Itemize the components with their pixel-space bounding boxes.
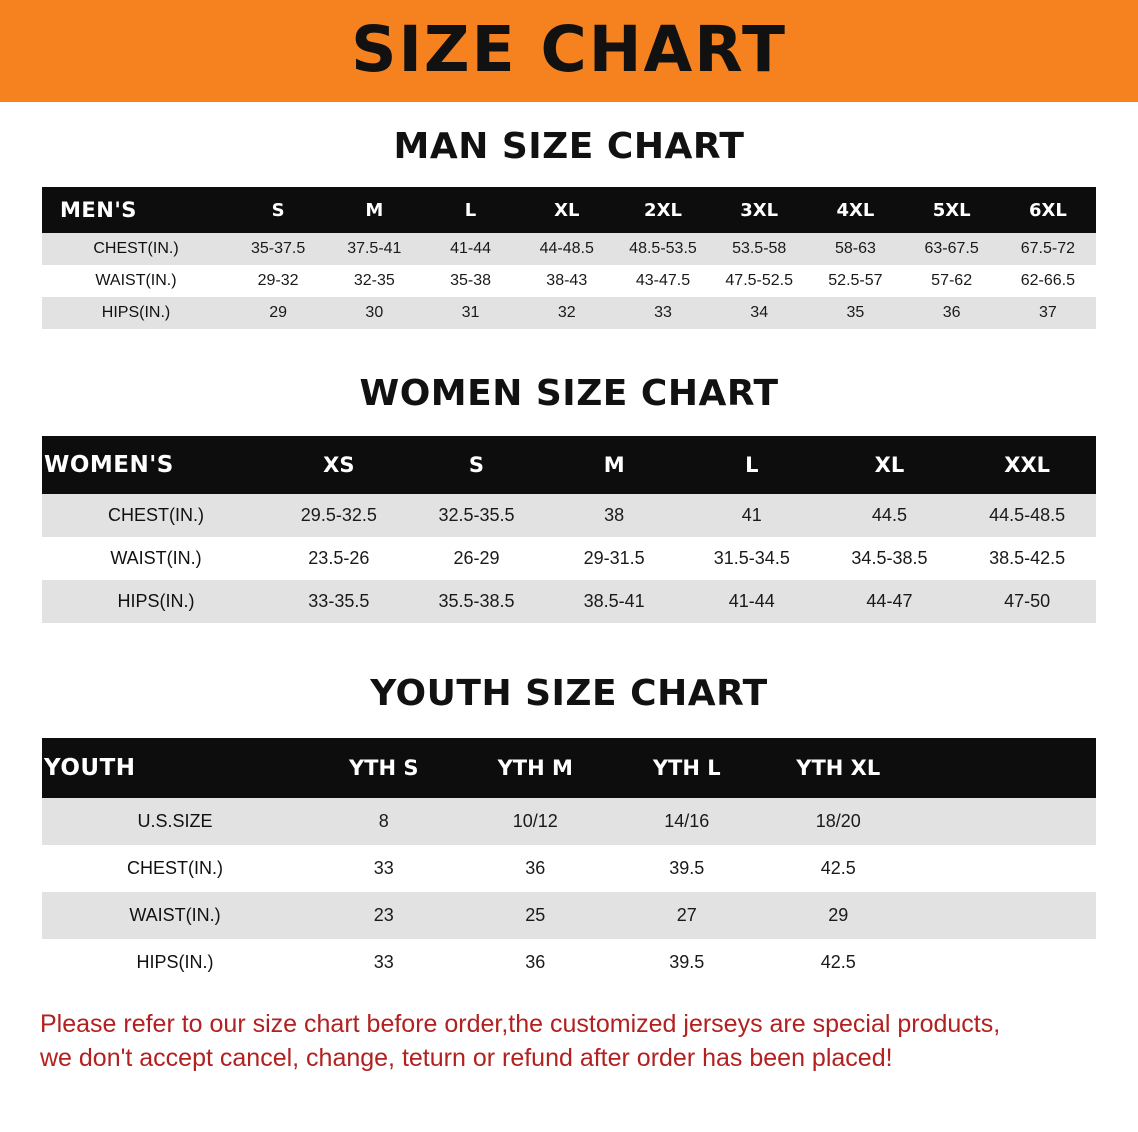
man-section-heading: MAN SIZE CHART: [393, 126, 745, 167]
table-cell: 32: [519, 297, 615, 329]
table-cell-empty: [914, 798, 1096, 845]
table-cell: 47.5-52.5: [711, 265, 807, 297]
table-corner-label: YOUTH: [42, 738, 308, 798]
table-row: [42, 939, 1096, 986]
table-cell: 36: [460, 845, 612, 892]
table-header-row: [42, 187, 1096, 233]
note-line-2: we don't accept cancel, change, teturn or refund after order has been placed!: [40, 1043, 893, 1072]
table-cell: 31.5-34.5: [683, 537, 821, 580]
table-cell: 33: [615, 297, 711, 329]
note-line-1: Please refer to our size chart before order,the customized jerseys are special products,: [40, 1010, 1001, 1038]
row-label: U.S.SIZE: [42, 798, 308, 845]
column-header: 6XL: [1000, 187, 1096, 233]
table-cell: 34: [711, 297, 807, 329]
table-cell: 44.5-48.5: [958, 494, 1096, 537]
column-header: XL: [519, 187, 615, 233]
table-cell: 38.5-41: [545, 580, 683, 623]
row-label: HIPS(IN.): [42, 939, 308, 986]
table-cell: 38: [545, 494, 683, 537]
table-cell: 32-35: [326, 265, 422, 297]
column-header: L: [422, 187, 518, 233]
table-cell-empty: [914, 892, 1096, 939]
table-cell: 18/20: [763, 798, 915, 845]
row-label: WAIST(IN.): [42, 537, 270, 580]
column-header: M: [545, 436, 683, 494]
table-cell-empty: [914, 939, 1096, 986]
row-label: CHEST(IN.): [42, 494, 270, 537]
table-cell: 26-29: [408, 537, 546, 580]
table-cell: 39.5: [611, 845, 763, 892]
row-label: HIPS(IN.): [42, 297, 230, 329]
column-header: 2XL: [615, 187, 711, 233]
table-cell: 44.5: [821, 494, 959, 537]
table-cell: 35-37.5: [230, 233, 326, 265]
table-cell: 25: [460, 892, 612, 939]
table-cell: 53.5-58: [711, 233, 807, 265]
table-cell: 31: [422, 297, 518, 329]
column-header: YTH S: [308, 738, 460, 798]
column-header: XL: [821, 436, 959, 494]
column-header-spacer: [914, 738, 1096, 798]
table-header-row: [42, 738, 1096, 798]
table-row: [42, 537, 1096, 580]
table-cell: 29: [763, 892, 915, 939]
table-cell: 67.5-72: [1000, 233, 1096, 265]
women-section-heading: WOMEN SIZE CHART: [359, 373, 779, 414]
table-cell: 37.5-41: [326, 233, 422, 265]
youth-size-table: [42, 738, 1096, 986]
table-cell: 44-47: [821, 580, 959, 623]
table-cell: 14/16: [611, 798, 763, 845]
column-header: YTH XL: [763, 738, 915, 798]
table-cell: 32.5-35.5: [408, 494, 546, 537]
table-cell: 23.5-26: [270, 537, 408, 580]
table-row: [42, 798, 1096, 845]
table-cell: 63-67.5: [904, 233, 1000, 265]
table-row: [42, 580, 1096, 623]
table-cell: 41-44: [422, 233, 518, 265]
table-row: [42, 845, 1096, 892]
column-header: 5XL: [904, 187, 1000, 233]
order-policy-note: [40, 1008, 1098, 1076]
table-header-row: [42, 436, 1096, 494]
column-header: 4XL: [807, 187, 903, 233]
column-header: 3XL: [711, 187, 807, 233]
row-label: WAIST(IN.): [42, 892, 308, 939]
table-cell: 36: [460, 939, 612, 986]
women-size-table-wrapper: [42, 436, 1096, 623]
table-cell: 30: [326, 297, 422, 329]
table-cell: 41-44: [683, 580, 821, 623]
table-cell: 42.5: [763, 845, 915, 892]
table-corner-label: WOMEN'S: [42, 436, 270, 494]
table-cell: 27: [611, 892, 763, 939]
table-cell: 29-32: [230, 265, 326, 297]
table-row: [42, 233, 1096, 265]
table-cell: 42.5: [763, 939, 915, 986]
table-cell: 35-38: [422, 265, 518, 297]
table-cell: 29-31.5: [545, 537, 683, 580]
table-cell: 38-43: [519, 265, 615, 297]
table-cell: 34.5-38.5: [821, 537, 959, 580]
row-label: HIPS(IN.): [42, 580, 270, 623]
table-cell: 35.5-38.5: [408, 580, 546, 623]
women-size-table: [42, 436, 1096, 623]
row-label: CHEST(IN.): [42, 845, 308, 892]
man-size-table: [42, 187, 1096, 329]
table-row: [42, 892, 1096, 939]
table-cell: 57-62: [904, 265, 1000, 297]
table-cell: 36: [904, 297, 1000, 329]
column-header: L: [683, 436, 821, 494]
table-cell: 10/12: [460, 798, 612, 845]
table-cell: 39.5: [611, 939, 763, 986]
table-cell: 52.5-57: [807, 265, 903, 297]
column-header: M: [326, 187, 422, 233]
column-header: S: [230, 187, 326, 233]
table-cell: 29.5-32.5: [270, 494, 408, 537]
table-cell: 62-66.5: [1000, 265, 1096, 297]
table-cell: 47-50: [958, 580, 1096, 623]
youth-section-heading: YOUTH SIZE CHART: [370, 673, 768, 714]
man-size-table-wrapper: [42, 187, 1096, 329]
column-header: S: [408, 436, 546, 494]
table-cell: 8: [308, 798, 460, 845]
column-header: XS: [270, 436, 408, 494]
table-cell-empty: [914, 845, 1096, 892]
table-row: [42, 265, 1096, 297]
column-header: XXL: [958, 436, 1096, 494]
column-header: YTH L: [611, 738, 763, 798]
table-cell: 37: [1000, 297, 1096, 329]
youth-size-table-wrapper: [42, 738, 1096, 986]
table-cell: 33: [308, 845, 460, 892]
column-header: YTH M: [460, 738, 612, 798]
table-cell: 48.5-53.5: [615, 233, 711, 265]
table-cell: 35: [807, 297, 903, 329]
table-cell: 44-48.5: [519, 233, 615, 265]
table-cell: 43-47.5: [615, 265, 711, 297]
table-corner-label: MEN'S: [42, 187, 230, 233]
table-cell: 33-35.5: [270, 580, 408, 623]
row-label: CHEST(IN.): [42, 233, 230, 265]
table-cell: 41: [683, 494, 821, 537]
table-cell: 33: [308, 939, 460, 986]
size-chart-banner: [0, 0, 1138, 102]
page-title: SIZE CHART: [351, 12, 787, 86]
table-cell: 29: [230, 297, 326, 329]
table-cell: 58-63: [807, 233, 903, 265]
row-label: WAIST(IN.): [42, 265, 230, 297]
table-cell: 38.5-42.5: [958, 537, 1096, 580]
table-row: [42, 297, 1096, 329]
table-row: [42, 494, 1096, 537]
table-cell: 23: [308, 892, 460, 939]
